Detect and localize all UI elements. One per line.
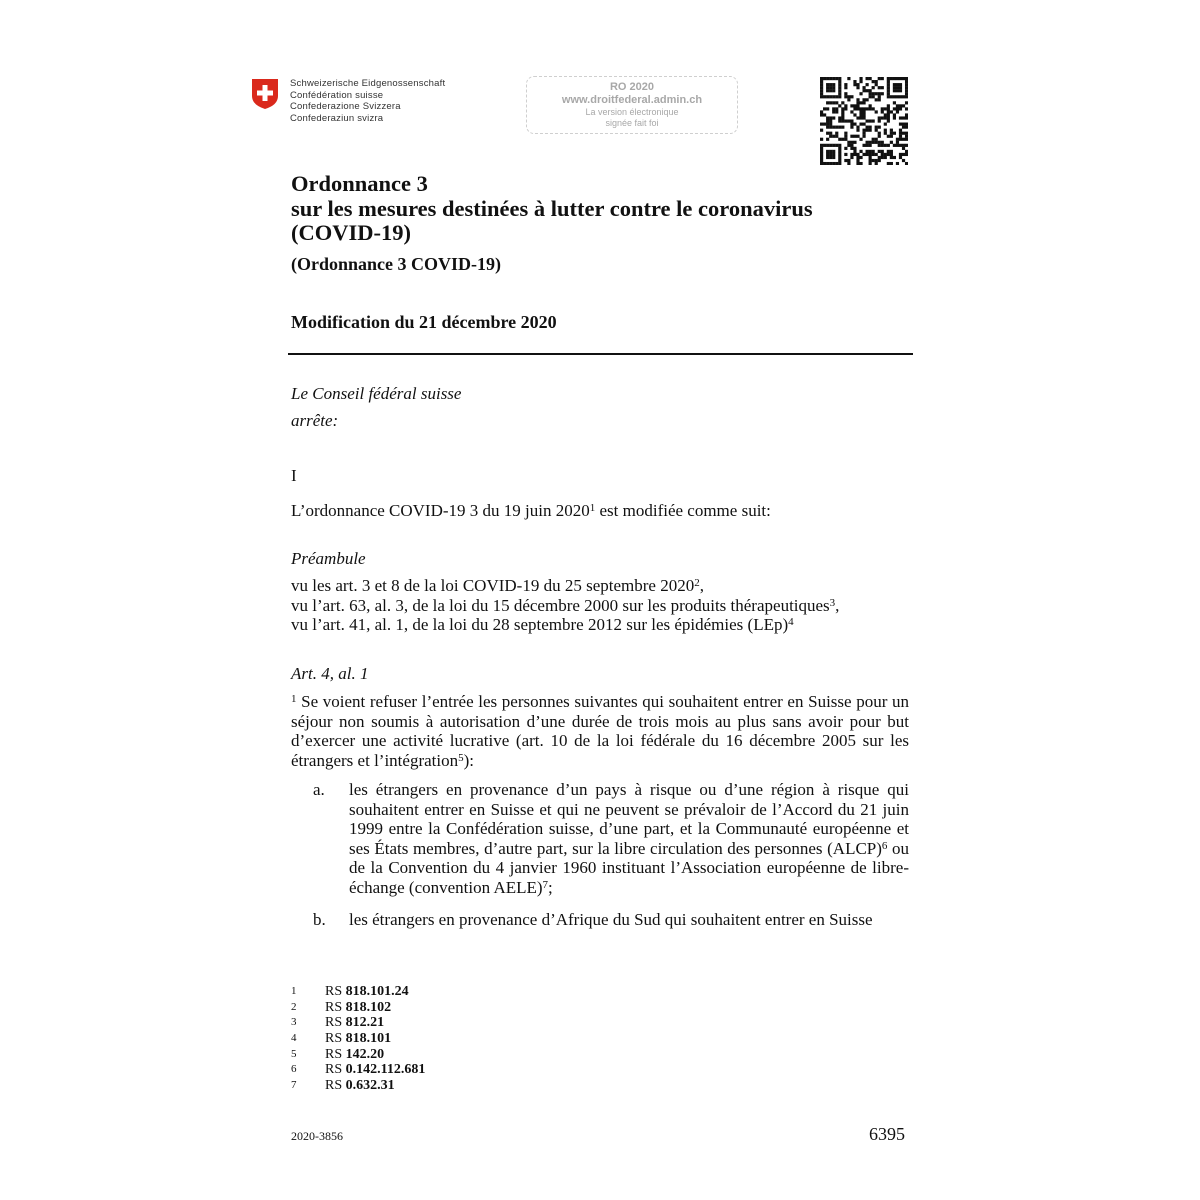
footnote-prefix: RS [325,1015,343,1031]
footnote-ref[interactable]: 6 [881,839,888,852]
preamble-heading: Préambule [291,549,366,568]
article-heading: Art. 4, al. 1 [291,664,369,683]
footnote-number: 4 [291,1032,297,1045]
preamble-text: vu l’art. 41, al. 1, de la loi du 28 septembre 2012 sur les épidémies (LEp) [291,615,789,634]
official-stamp [526,76,738,134]
list-item-letter: a. [313,780,325,799]
list-item-end: ; [548,877,553,897]
intro-end: est modifiée comme suit: [595,501,771,520]
footnote-code[interactable]: 142.20 [345,1046,385,1062]
footnote [291,1047,591,1063]
preamble-text: vu les art. 3 et 8 de la loi COVID-19 du 25 septembre 2020 [291,576,695,595]
footnote-text [325,1078,395,1094]
footnote-code[interactable]: 0.142.112.681 [345,1062,426,1078]
footnote-number: 7 [291,1079,297,1092]
stamp-line-note2: signée fait foi [605,118,659,128]
qr-code-icon [820,77,908,165]
footnote [291,1031,591,1047]
footnote [291,1000,591,1016]
footnote-text [325,1062,425,1078]
footnote-ref[interactable]: 2 [694,577,700,589]
list-item-text-cont: ou de la Convention du 4 janvier 1960 instituant l’Association européenne de libre-échange (convention AELE) [349,838,909,897]
modification-date: Modification du 21 décembre 2020 [291,312,557,332]
preamble-line [291,615,931,635]
article-end: ): [463,750,474,770]
footnote-ref[interactable]: 1 [589,502,596,514]
page-number: 6395 [869,1124,905,1144]
footnote-code[interactable]: 812.21 [345,1015,385,1031]
section-number: I [291,466,297,485]
footnote-prefix: RS [325,1062,343,1078]
document-code: 2020-3856 [291,1129,343,1143]
footnote-code[interactable]: 818.101 [345,1031,392,1047]
authority-line: Confederaziun svizra [290,113,384,125]
article-paragraph [291,692,909,770]
footnote-code[interactable]: 818.101.24 [345,984,409,999]
paragraph-number: 1 [291,693,297,705]
footnote-prefix: RS [325,999,343,1015]
swiss-cross-icon [251,78,279,110]
stamp-line-ro: RO 2020 [609,81,655,93]
footnote-number: 5 [291,1047,297,1060]
authority-line: Confédération suisse [290,89,384,101]
footnote-number: 3 [291,1016,297,1029]
list-item-text: les étrangers en provenance d’un pays à risque ou d’une région à risque qui souhaitent entrer en Suisse et qui ne peuvent se prévaloir de l’Accord du 21 juin 1999 entre la Confédération suisse, d’une part, et la Communauté européenne et ses États membres, d’autre part, sur la libre circulation des personnes (ALCP) [349,780,909,858]
list-item-text: les étrangers en provenance d’Afrique du Sud qui souhaitent entrer en Suisse [349,910,873,929]
footnote [291,1062,591,1078]
footnote [291,1015,591,1031]
footnote-code[interactable]: 818.102 [345,999,392,1015]
federal-authority-label [290,78,445,125]
document-title [291,172,931,246]
list-item-letter: b. [313,910,326,929]
title-line: (COVID-19) [291,220,411,245]
footnote-prefix: RS [325,1046,343,1062]
preamble-end: , [835,595,840,615]
footnote-prefix: RS [325,1031,343,1047]
footnote [291,1078,591,1094]
intro-paragraph [291,501,771,521]
footnote-prefix: RS [325,984,343,999]
authority-line: Confederazione Svizzera [290,101,401,113]
footnote-code[interactable]: 0.632.31 [345,1078,395,1094]
preamble-end: , [699,576,704,595]
footnote-ref[interactable]: 4 [788,616,794,628]
footnotes [291,984,591,1094]
preamble-line [291,596,931,616]
authority-line: Schweizerische Eidgenossenschaft [290,78,446,89]
stamp-line-note: La version électronique [585,107,679,117]
preamble-text: vu l’art. 63, al. 3, de la loi du 15 décembre 2000 sur les produits thérapeutiques [291,595,830,615]
footnote-ref[interactable]: 7 [542,878,549,891]
footnote-text [325,1031,391,1047]
short-title: (Ordonnance 3 COVID-19) [291,254,501,274]
footnote-prefix: RS [325,1078,343,1094]
footnote-ref[interactable]: 3 [829,596,836,609]
footnote-text [325,1015,384,1031]
preamble-list [291,576,931,635]
list-item [349,910,929,930]
footnote-number: 6 [291,1063,297,1076]
footnote-text [325,1047,384,1063]
title-divider [288,353,913,355]
list-item [349,780,909,897]
decree-label: arrête: [291,411,339,430]
footnote-number: 2 [291,1000,297,1013]
council-name: Le Conseil fédéral suisse [291,384,462,403]
footnote-ref[interactable]: 5 [458,751,464,764]
title-line: Ordonnance 3 [291,171,428,196]
footnote-number: 1 [291,985,297,997]
preamble-line [291,576,931,596]
title-line: sur les mesures destinées à lutter contre le coronavirus [291,195,813,221]
article-text: Se voient refuser l’entrée les personnes suivantes qui souhaitent entrer en Suisse pour un séjour non soumis à autorisation d’une durée de trois mois au plus sans avoir pour but d’exercer une activité lucrative (art. 10 de la loi fédérale du 16 décembre 2005 sur les étrangers et l’intégration [291,692,909,770]
footnote-text [325,1000,391,1016]
footnote [291,984,591,1000]
footnote-text [325,984,409,1000]
stamp-line-url[interactable]: www.droitfederal.admin.ch [561,94,703,106]
intro-text: L’ordonnance COVID-19 3 du 19 juin 2020 [291,501,590,520]
